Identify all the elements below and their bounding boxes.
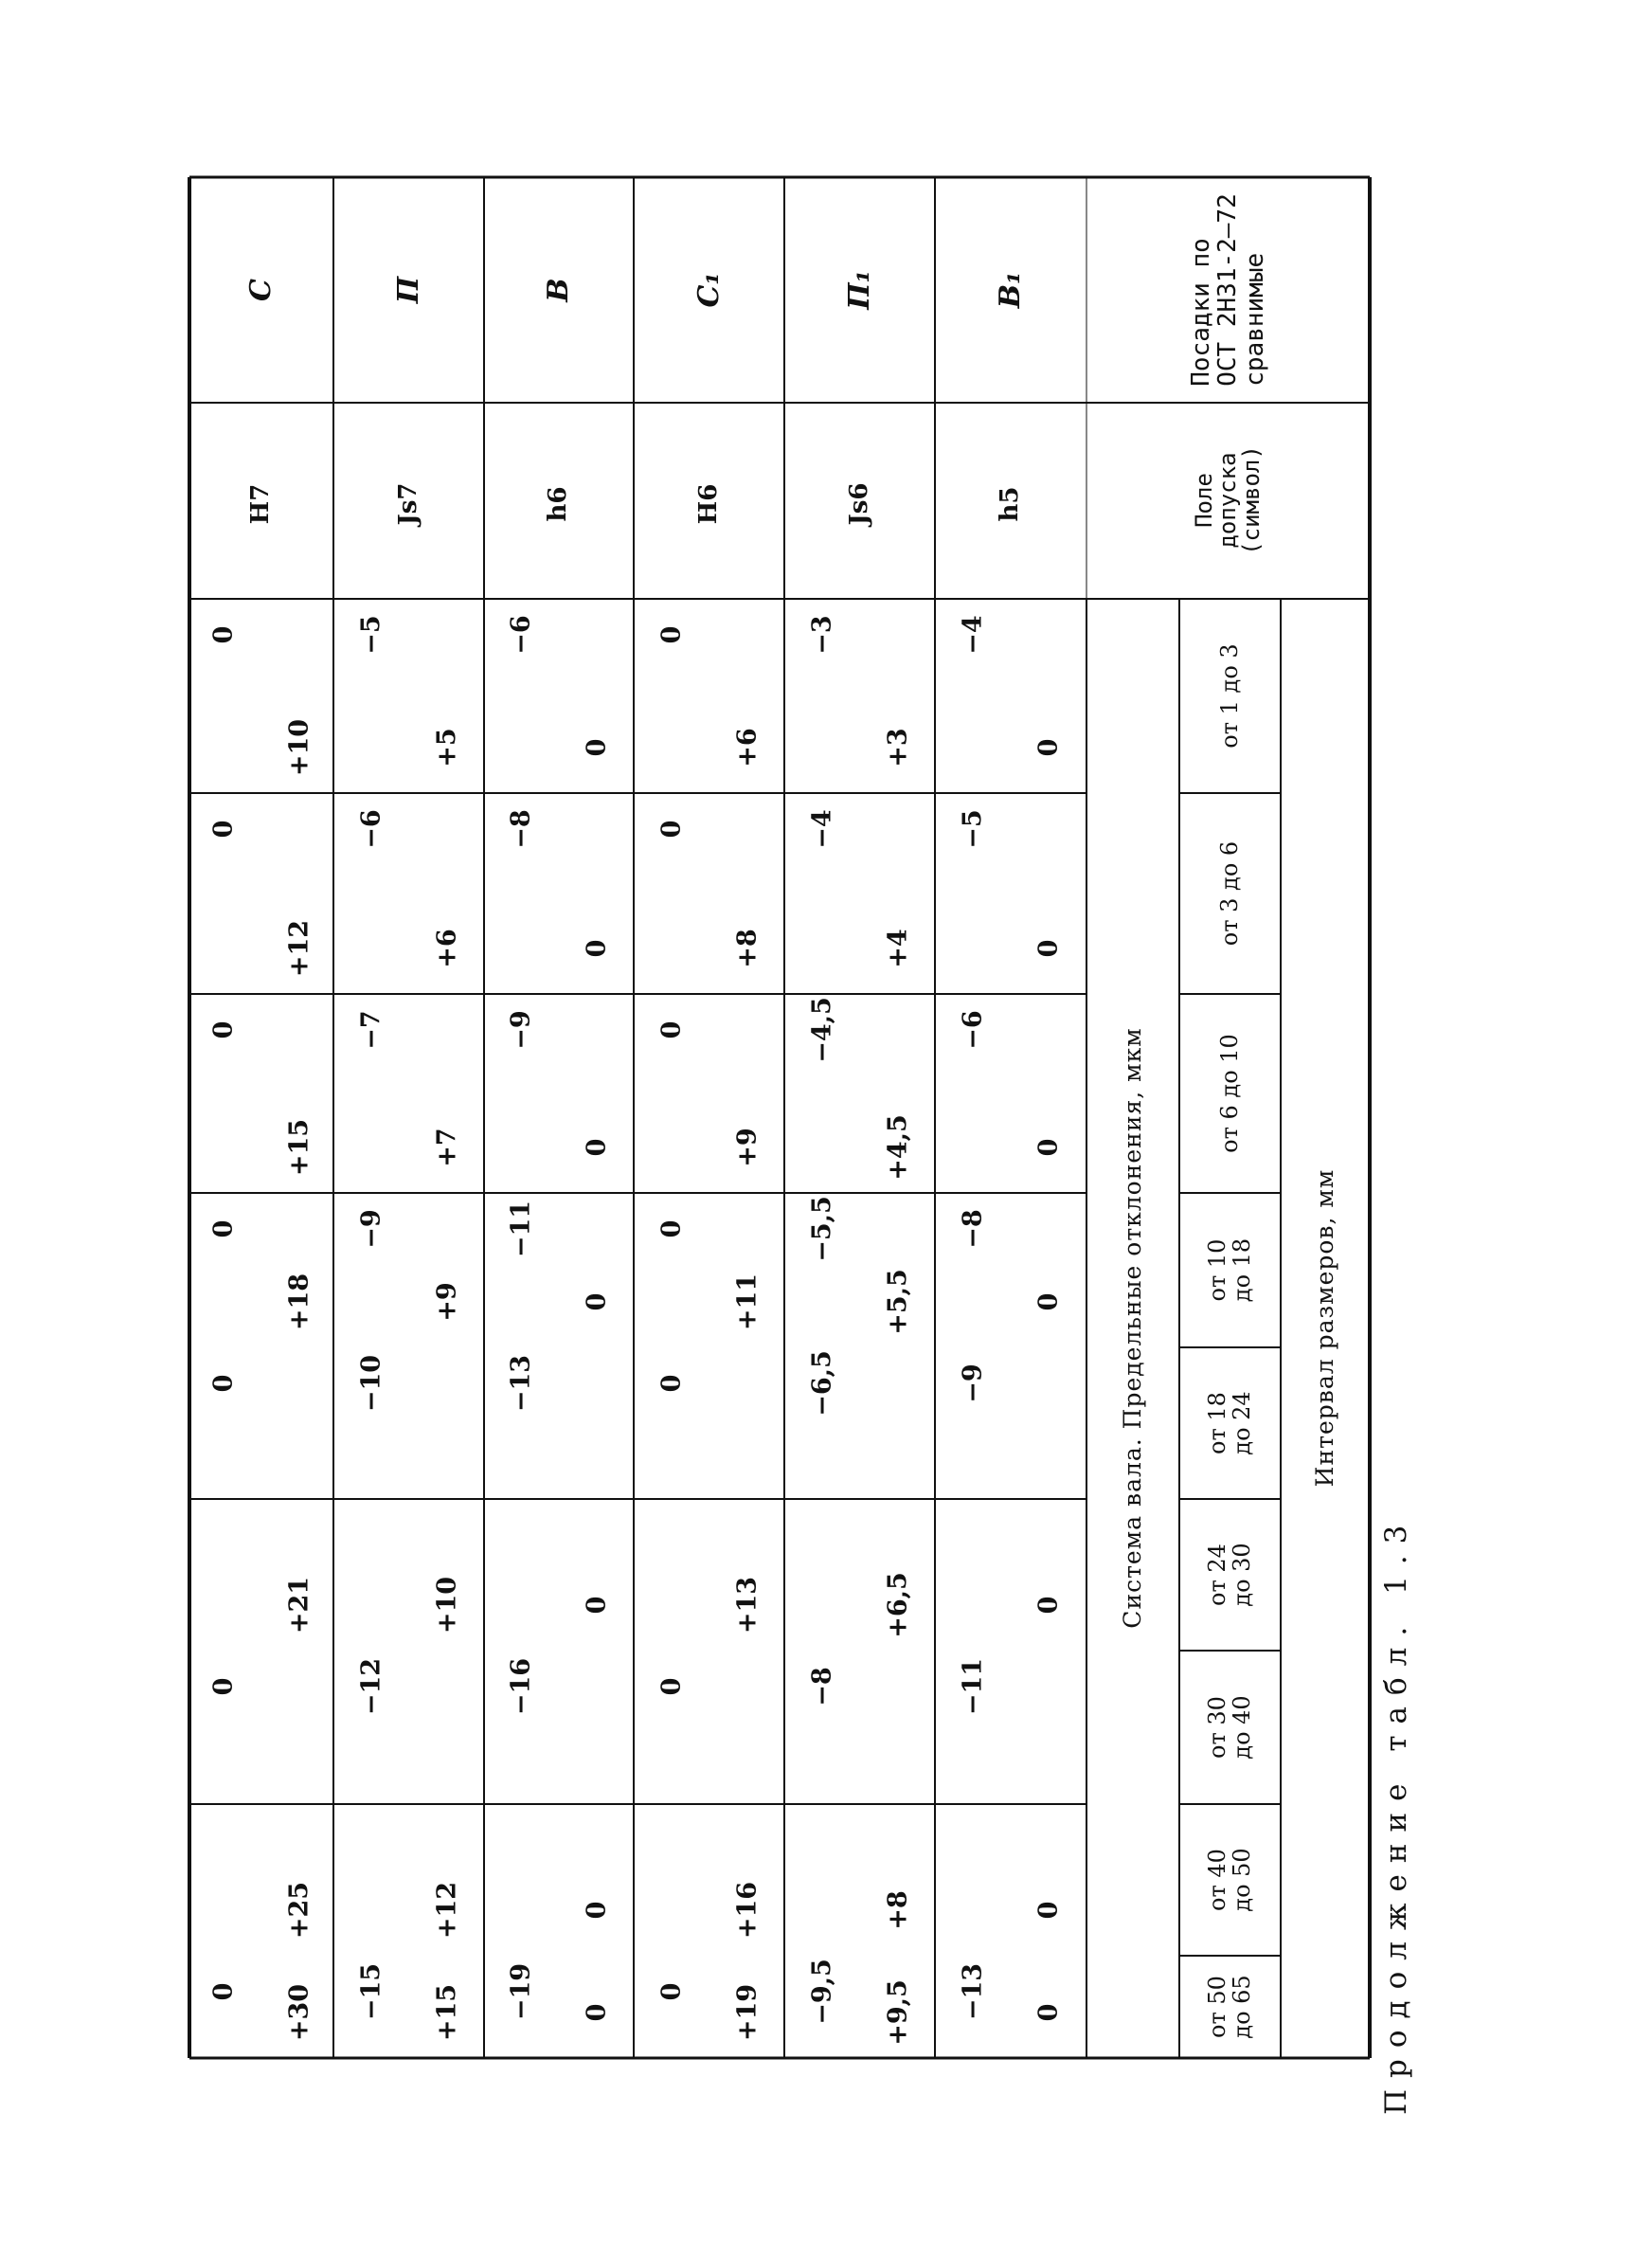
lower-deviation: −11	[506, 1200, 536, 1258]
lower-deviation: −9	[506, 1010, 536, 1050]
lower-deviation: 0	[208, 1219, 239, 1238]
lower-deviation: −13	[958, 1962, 988, 2021]
upper-deviation: +15	[432, 1983, 461, 2042]
lower-deviation: −9,5	[807, 1959, 836, 2025]
lower-deviation: −3	[807, 615, 836, 655]
upper-deviation: +30	[284, 1983, 314, 2042]
lower-deviation: −4	[807, 809, 836, 849]
lower-deviation: −6	[958, 1010, 988, 1050]
header-range: от 18 до 24	[1204, 1391, 1255, 1455]
upper-deviation: 0	[1033, 939, 1064, 958]
lower-deviation: −13	[506, 1354, 536, 1413]
lower-deviation: −10	[356, 1354, 386, 1413]
table-caption: Продолжение табл. 1.3	[1379, 1513, 1413, 2115]
header-range: от 1 до 3	[1215, 643, 1243, 749]
upper-deviation: +6	[432, 929, 461, 968]
lower-deviation: −8	[807, 1667, 836, 1706]
header-range: от 40 до 50	[1204, 1848, 1255, 1912]
tolerance-symbol: h5	[996, 486, 1025, 522]
upper-deviation: +3	[883, 728, 912, 767]
upper-deviation: +4,5	[883, 1114, 912, 1181]
upper-deviation: +18	[284, 1273, 314, 1331]
lower-deviation: 0	[208, 1677, 239, 1696]
upper-deviation: +6,5	[883, 1572, 912, 1638]
lower-deviation: −15	[356, 1962, 386, 2021]
upper-deviation: 0	[582, 2003, 612, 2022]
header-range: от 50 до 65	[1204, 1975, 1255, 2039]
header-system-shaft: Система вала. Предельные отклонения, мкм	[1118, 1027, 1146, 1629]
upper-deviation: 0	[582, 1138, 612, 1157]
header-range: от 6 до 10	[1215, 1034, 1243, 1153]
upper-deviation: +12	[284, 919, 314, 978]
fit-label: С₁	[691, 272, 726, 308]
upper-deviation: +15	[284, 1118, 314, 1177]
header-fits: Посадки по ОСТ 2Н31-2—72 сравнимые	[1186, 193, 1269, 387]
header-range: от 3 до 6	[1215, 840, 1243, 947]
upper-deviation: +11	[732, 1273, 762, 1331]
fit-label: В₁	[994, 271, 1028, 309]
lower-deviation: −5	[958, 809, 988, 849]
lower-deviation: −6,5	[807, 1350, 836, 1417]
upper-deviation: +10	[284, 718, 314, 777]
lower-deviation: 0	[656, 625, 686, 644]
lower-deviation: 0	[656, 820, 686, 839]
upper-deviation: 0	[1033, 1292, 1064, 1311]
upper-deviation: +21	[284, 1576, 314, 1634]
lower-deviation: −7	[356, 1010, 386, 1050]
upper-deviation: +5	[432, 728, 461, 767]
header-range: от 10 до 18	[1204, 1237, 1255, 1303]
fit-label: П₁	[842, 270, 876, 310]
lower-deviation: 0	[208, 1020, 239, 1039]
lower-deviation: −9	[356, 1209, 386, 1249]
header-size-interval: Интервал размеров, мм	[1310, 1168, 1338, 1488]
lower-deviation: 0	[656, 1219, 686, 1238]
lower-deviation: −11	[958, 1657, 988, 1716]
lower-deviation: 0	[656, 1374, 686, 1393]
lower-deviation: 0	[208, 625, 239, 644]
lower-deviation: −8	[506, 809, 536, 849]
upper-deviation: +9	[732, 1128, 762, 1167]
upper-deviation: +19	[732, 1983, 762, 2042]
lower-deviation: 0	[208, 820, 239, 839]
upper-deviation: +8	[732, 929, 762, 968]
header-range: от 24 до 30	[1204, 1543, 1255, 1607]
tolerance-symbol: Js6	[844, 482, 873, 526]
lower-deviation: 0	[656, 1677, 686, 1696]
upper-deviation: +5,5	[883, 1269, 912, 1335]
lower-deviation: −12	[356, 1657, 386, 1716]
upper-deviation: 0	[1033, 738, 1064, 757]
lower-deviation: −8	[958, 1209, 988, 1249]
lower-deviation: −4	[958, 615, 988, 655]
header-tolerance-field: Поле допуска (символ)	[1190, 445, 1266, 555]
upper-deviation: +16	[732, 1881, 762, 1940]
upper-deviation: +4	[883, 929, 912, 968]
upper-deviation: +8	[883, 1890, 912, 1930]
lower-deviation: −19	[506, 1962, 536, 2021]
lower-deviation: −16	[506, 1657, 536, 1716]
upper-deviation: 0	[582, 939, 612, 958]
lower-deviation: −6	[506, 615, 536, 655]
header-range: от 30 до 40	[1204, 1695, 1255, 1760]
lower-deviation: −5	[356, 615, 386, 655]
lower-deviation: −9	[958, 1363, 988, 1403]
fit-label: П	[391, 276, 425, 304]
upper-deviation: 0	[582, 1292, 612, 1311]
upper-deviation: 0	[582, 1901, 612, 1920]
fit-label: В	[542, 278, 576, 302]
upper-deviation: +7	[432, 1128, 461, 1167]
upper-deviation: +12	[432, 1881, 461, 1940]
tolerance-symbol: H7	[246, 483, 276, 525]
lower-deviation: 0	[656, 1982, 686, 2001]
lower-deviation: −6	[356, 809, 386, 849]
lower-deviation: −5,5	[807, 1196, 836, 1262]
lower-deviation: 0	[208, 1982, 239, 2001]
lower-deviation: 0	[208, 1374, 239, 1393]
upper-deviation: +13	[732, 1576, 762, 1634]
upper-deviation: 0	[1033, 1138, 1064, 1157]
upper-deviation: +10	[432, 1576, 461, 1634]
upper-deviation: +9,5	[883, 1979, 912, 2046]
upper-deviation: +9	[432, 1282, 461, 1322]
upper-deviation: +6	[732, 728, 762, 767]
upper-deviation: 0	[1033, 1596, 1064, 1615]
lower-deviation: 0	[656, 1020, 686, 1039]
upper-deviation: 0	[582, 1596, 612, 1615]
tolerance-symbol: h6	[544, 486, 573, 522]
upper-deviation: +25	[284, 1881, 314, 1940]
upper-deviation: 0	[582, 738, 612, 757]
tolerance-symbol: H6	[693, 483, 723, 525]
upper-deviation: 0	[1033, 1901, 1064, 1920]
fit-label: С	[244, 279, 278, 301]
tolerance-symbol: Js7	[393, 482, 422, 526]
upper-deviation: 0	[1033, 2003, 1064, 2022]
lower-deviation: −4,5	[807, 997, 836, 1063]
